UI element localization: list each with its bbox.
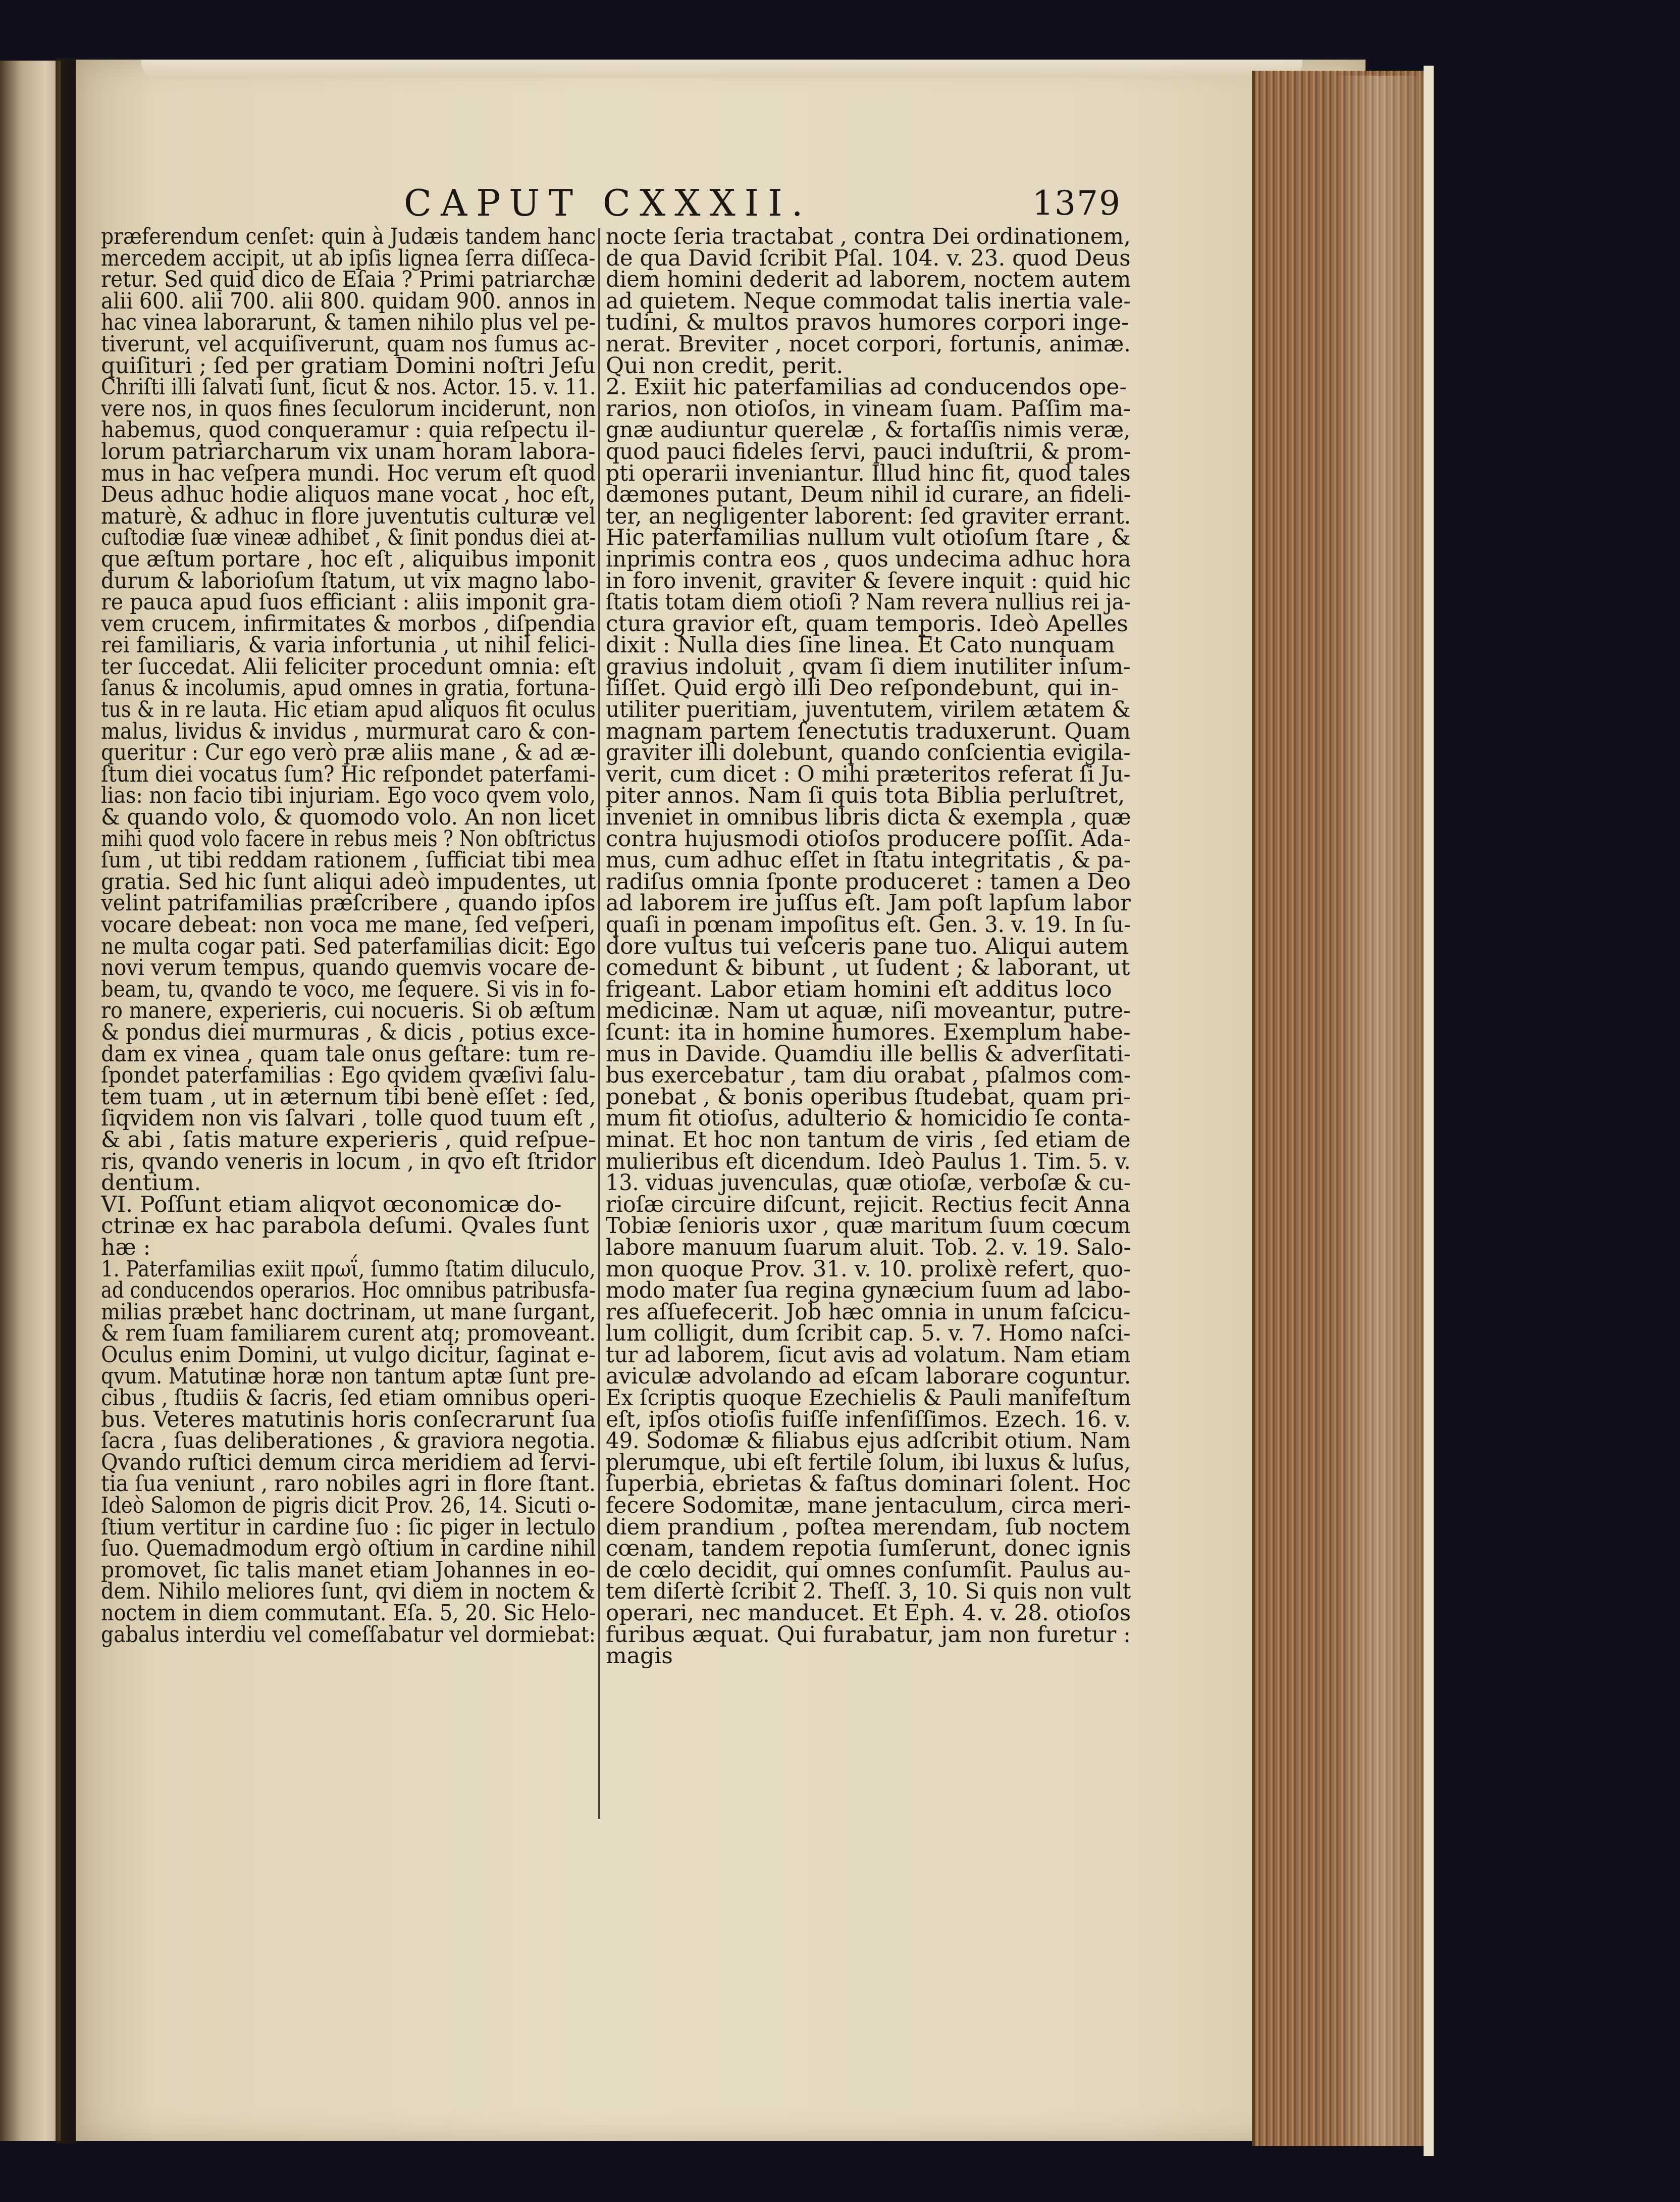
text-line: ne multa cogar pati. Sed paterfamilias dicit: Ego — [101, 933, 596, 959]
text-line: Oculus enim Domini, ut vulgo dicitur, ſaginat e- — [101, 1342, 596, 1368]
text-line: Chriſti illi ſalvati ſunt, ſicut & nos. Actor. 15. v. 11. — [101, 374, 596, 400]
text-line: medicinæ. Nam ut aquæ, niſi moveantur, putre- — [606, 998, 1131, 1024]
text-line: labore manuum ſuarum aluit. Tob. 2. v. 19. Salo- — [606, 1234, 1131, 1260]
text-line: ter, an negligenter laborent: ſed graviter errant. — [606, 503, 1131, 529]
text-line: tudini, & multos pravos humores corpori inge- — [606, 310, 1129, 336]
text-line: præferendum cenſet: quin à Judæis tandem hanc — [101, 224, 596, 249]
text-line: quod pauci fideles ſervi, pauci induſtrii, & prom- — [606, 438, 1131, 465]
text-line: res aſſuefecerit. Job hæc omnia in unum faſcicu- — [606, 1299, 1131, 1325]
text-line: magnam partem ſenectutis traduxerunt. Quam — [606, 718, 1131, 744]
text-line: Ex ſcriptis quoque Ezechielis & Pauli manifeſtum — [606, 1385, 1131, 1411]
text-line: graviter illi dolebunt, quando conſcientia evigila- — [606, 740, 1131, 766]
text-line: noctem in diem commutant. Eſa. 5, 20. Sic Helo- — [101, 1600, 596, 1626]
text-line: diem homini dederit ad laborem, noctem autem — [606, 267, 1131, 293]
text-line: Qui non credit, perit. — [606, 352, 844, 379]
text-line: nocte ſeria tractabat , contra Dei ordinationem, — [606, 224, 1131, 249]
text-line: 2. Exiit hic paterfamilias ad conducendos ope- — [606, 374, 1127, 400]
text-line: gratia. Sed hic ſunt aliqui adeò impudentes, ut — [101, 868, 596, 895]
text-line: ter ſuccedat. Alii feliciter procedunt omnia: eſt — [101, 653, 596, 680]
text-line: ctrinæ ex hac parabola deſumi. Qvales ſunt — [101, 1213, 589, 1239]
text-line: mus in Davide. Quamdiu ille bellis & adverſitati- — [606, 1041, 1131, 1067]
left-text-column — [101, 226, 596, 1646]
text-line: ſtium vertitur in cardine ſuo : ſic piger in lectulo — [101, 1514, 596, 1540]
text-line: pti operarii inveniantur. Illud hinc fit, quod tales — [606, 460, 1131, 486]
text-line: & rem ſuam familiarem curent atq; promoveant. — [101, 1320, 596, 1347]
text-line: cuſtodiæ ſuæ vineæ adhibet , & ſinit pondus diei at- — [101, 525, 596, 551]
text-line: promovet, ſic talis manet etiam Johannes in eo- — [101, 1557, 596, 1583]
book-binding-edge — [1424, 66, 1434, 2156]
text-line: 13. viduas juvenculas, quæ otioſæ, verboſæ & cu- — [606, 1170, 1131, 1196]
text-line: Deus adhuc hodie aliquos mane vocat , hoc eſt, — [101, 482, 596, 508]
text-line: quiſituri ; ſed per gratiam Domini noſtri Jeſu — [101, 352, 596, 379]
text-line: minat. Et hoc non tantum de viris , ſed etiam de — [606, 1126, 1131, 1153]
text-line: bus exercebatur , tam diu orabat , pſalmos com- — [606, 1062, 1131, 1089]
text-line: bus. Veteres matutinis horis conſecrarunt ſua — [101, 1406, 596, 1432]
text-line: de cœlo decidit, qui omnes conſumſit. Paulus au- — [606, 1557, 1131, 1583]
text-line: lorum patriarcharum vix unam horam labora- — [101, 438, 596, 465]
text-line: modo mater ſua regina gynæcium ſuum ad labo- — [606, 1277, 1131, 1304]
text-line: vere nos, in quos fines ſeculorum inciderunt, non — [101, 395, 596, 422]
text-line: habemus, quod conqueramur : quia reſpectu il- — [101, 417, 596, 443]
text-line: tia ſua veniunt , raro nobiles agri in flore ſtant. — [101, 1471, 596, 1497]
page-number: 1379 — [1032, 184, 1121, 223]
text-line: rioſæ circuire diſcunt, rejicit. Rectius fecit Anna — [606, 1191, 1131, 1217]
text-line: ſtum diei vocatus ſum? Hic reſpondet paterfami- — [101, 761, 596, 787]
text-line: hæ : — [101, 1234, 151, 1260]
text-line: utiliter pueritiam, juventutem, virilem ætatem & — [606, 697, 1131, 723]
text-line: rarios, non otioſos, in vineam ſuam. Paſſim ma- — [606, 395, 1131, 422]
text-line: gabalus interdiu vel comeſſabatur vel dormiebat: — [101, 1621, 596, 1648]
text-line: tem diſertè ſcribit 2. Theſſ. 3, 10. Si quis non vult — [606, 1578, 1131, 1605]
text-line: inveniet in omnibus libris dicta & exempla , quæ — [606, 804, 1131, 831]
text-line: mulieribus eſt dicendum. Ideò Paulus 1. Tim. 5. v. — [606, 1148, 1131, 1174]
text-line: Hic paterfamilias nullum vult otioſum ſtare , & — [606, 525, 1131, 551]
text-line: gnæ audiuntur querelæ , & fortaſſis nimis veræ, — [606, 417, 1131, 443]
text-line: de qua David ſcribit Pſal. 104. v. 23. quod Deus — [606, 245, 1131, 271]
text-line: qvum. Matutinæ horæ non tantum aptæ ſunt pre- — [101, 1363, 596, 1390]
text-line: tus & in re lauta. Hic etiam apud aliquos fit oculus — [101, 697, 596, 723]
text-line: mus, cum adhuc eſſet in ſtatu integritatis , & pa- — [606, 847, 1131, 874]
right-text-column — [606, 226, 1131, 1667]
text-line: & quando volo, & quomodo volo. An non licet — [101, 804, 596, 831]
text-line: mihi quod volo facere in rebus meis ? Non obſtrictus — [101, 826, 596, 852]
text-line: in foro invenit, graviter & ſevere inquit : quid hic — [606, 568, 1131, 594]
text-line: cœnam, tandem repotia ſumſerunt, donec ignis — [606, 1535, 1131, 1562]
text-line: ad quietem. Neque commodat talis inertia vale- — [606, 288, 1131, 314]
text-line: beam, tu, qvando te voco, me ſequere. Si vis in fo- — [101, 976, 596, 1002]
text-line: dæmones putant, Deum nihil id curare, an fideli- — [606, 482, 1131, 508]
text-line: furibus æquat. Qui furabatur, jam non furetur : — [606, 1621, 1131, 1648]
text-line: ſiſſet. Quid ergò illi Deo reſpondebunt, qui in- — [606, 675, 1119, 701]
text-line: operari, nec manducet. Et Eph. 4. v. 28. otioſos — [606, 1600, 1131, 1626]
text-line: mon quoque Prov. 31. v. 10. prolixè refert, quo- — [606, 1256, 1131, 1282]
text-line: magis — [606, 1643, 673, 1669]
text-line: comedunt & bibunt , ut ſudent ; & laborant, ut — [606, 955, 1130, 981]
text-line: aviculæ advolando ad eſcam laborare coguntur. — [606, 1363, 1131, 1390]
text-line: re pauca apud ſuos efficiant : aliis imponit gra- — [101, 589, 596, 616]
text-line: lias: non facio tibi injuriam. Ego voco qvem volo, — [101, 783, 596, 809]
text-line: hac vinea laborarunt, & tamen nihilo plus vel pe- — [101, 310, 596, 336]
text-line: dam ex vinea , quam tale onus geſtare: tum re- — [101, 1041, 596, 1067]
text-line: & abi , ſatis mature experieris , quid reſpue- — [101, 1126, 596, 1153]
text-line: ſcunt: ita in homine humores. Exemplum habe- — [606, 1019, 1131, 1045]
text-line: mus in hac veſpera mundi. Hoc verum eſt quod — [101, 460, 596, 486]
text-line: diem prandium , poſtea merendam, ſub noctem — [606, 1514, 1131, 1540]
text-line: dentium. — [101, 1170, 201, 1196]
chapter-title: CAPUT CXXXII. — [404, 182, 812, 224]
text-line: fecere Sodomitæ, mane jentaculum, circa meri- — [606, 1493, 1131, 1519]
text-line: & pondus diei murmuras , & dicis , potius exce- — [101, 1019, 596, 1045]
text-line: ſtatis totam diem otioſi ? Nam revera nullius rei ja- — [606, 589, 1131, 616]
text-line: velint patrifamilias præſcribere , quando ipſos — [101, 890, 596, 916]
text-line: Tobiæ ſenioris uxor , quæ maritum ſuum cœcum — [606, 1213, 1131, 1239]
text-line: ro manere, experieris, cui nocueris. Si ob æſtum — [101, 998, 596, 1024]
text-line: dore vultus tui veſceris pane tuo. Aliqui autem — [606, 933, 1129, 959]
text-line: dem. Nihilo meliores ſunt, qvi diem in noctem & — [101, 1578, 596, 1605]
text-line: VI. Poſſunt etiam aliqvot œconomicæ do- — [101, 1191, 562, 1217]
text-line: gravius indoluit , qvam ſi diem inutiliter inſum- — [606, 653, 1131, 680]
text-line: contra hujusmodi otioſos producere poſſit. Ada- — [606, 826, 1131, 852]
text-line: 1. Paterfamilias exiit πρωΐ, ſummo ſtatim diluculo, — [101, 1256, 596, 1282]
text-line: durum & laborioſum ſtatum, ut vix magno labo- — [101, 568, 596, 594]
page-top-curl — [141, 60, 1302, 78]
left-page-edge — [0, 61, 61, 2141]
text-line: queritur : Cur ego verò præ aliis mane , & ad æ- — [101, 740, 596, 766]
text-line: malus, lividus & invidus , murmurat caro & con- — [101, 718, 596, 744]
text-line: ſum , ut tibi reddam rationem , ſufficiat tibi mea — [101, 847, 596, 874]
text-line: radiſus omnia ſponte produceret : tamen a Deo — [606, 868, 1131, 895]
text-line: eſt, ipſos otioſis fuiſſe infenſiſſimos. Ezech. 16. v. — [606, 1406, 1131, 1432]
text-line: verit, cum dicet : O mihi præteritos referat ſi Ju- — [606, 761, 1131, 787]
text-line: tiverunt, vel acquiſiverunt, quam nos ſumus ac- — [101, 331, 596, 357]
text-line: rei familiaris, & varia infortunia , ut nihil felici- — [101, 632, 596, 658]
text-line: tur ad laborem, ſicut avis ad volatum. Nam etiam — [606, 1342, 1131, 1368]
text-line: ad laborem ire juſſus eſt. Jam poſt lapſum labor — [606, 890, 1131, 916]
text-line: ctura gravior eſt, quam temporis. Ideò Apelles — [606, 610, 1128, 637]
text-line: inprimis contra eos , quos undecima adhuc hora — [606, 546, 1131, 572]
text-line: nerat. Breviter , nocet corpori, fortunis, animæ. — [606, 331, 1131, 357]
text-line: ſpondet paterfamilias : Ego qvidem qvæſivi ſalu- — [101, 1062, 596, 1089]
text-line: Qvando ruſtici demum circa meridiem ad ſervi- — [101, 1449, 596, 1475]
text-line: Ideò Salomon de pigris dicit Prov. 26, 14. Sicuti o- — [101, 1493, 596, 1519]
text-line: lum colligit, dum ſcribit cap. 5. v. 7. Homo naſci- — [606, 1320, 1131, 1347]
text-line: frigeant. Labor etiam homini eſt additus loco — [606, 976, 1112, 1002]
text-line: quaſi in pœnam impoſitus eſt. Gen. 3. v. 19. In ſu- — [606, 912, 1131, 938]
text-line: piter annos. Nam ſi quis tota Biblia perluſtret, — [606, 783, 1125, 809]
text-line: ſiqvidem non vis ſalvari , tolle quod tuum eſt , — [101, 1105, 596, 1132]
text-line: ris, qvando veneris in locum , in qvo eſt ſtridor — [101, 1148, 596, 1174]
text-line: milias præbet hanc doctrinam, ut mane ſurgant, — [101, 1299, 596, 1325]
text-line: retur. Sed quid dico de Eſaia ? Primi patriarchæ — [101, 267, 596, 293]
text-line: que æſtum portare , hoc eſt , aliquibus imponit — [101, 546, 596, 572]
text-line: cibus , ſtudiis & ſacris, ſed etiam omnibus operi- — [101, 1385, 596, 1411]
text-line: alii 600. alii 700. alii 800. quidam 900. annos in — [101, 288, 596, 314]
text-line: dixit : Nulla dies ſine linea. Et Cato nunquam — [606, 632, 1115, 658]
text-line: ſanus & incolumis, apud omnes in gratia, fortuna- — [101, 675, 596, 701]
text-line: novi verum tempus, quando quemvis vocare de- — [101, 955, 596, 981]
text-line: 49. Sodomæ & filiabus ejus adſcribit otium. Nam — [606, 1428, 1131, 1454]
text-line: mercedem accipit, ut ab ipſis lignea ſerra diſſeca- — [101, 245, 596, 271]
column-rule — [598, 228, 600, 1819]
text-line: plerumque, ubi eſt fertile ſolum, ibi luxus & luſus, — [606, 1449, 1131, 1475]
text-line: mum fit otioſus, adulterio & homicidio ſe conta- — [606, 1105, 1131, 1132]
text-line: maturè, & adhuc in flore juventutis culturæ vel — [101, 503, 596, 529]
text-line: ponebat , & bonis operibus ſtudebat, quam pri- — [606, 1084, 1131, 1110]
text-line: ſuo. Quemadmodum ergò oſtium in cardine nihil — [101, 1535, 596, 1562]
text-line: ſacra , ſuas deliberationes , & graviora negotia. — [101, 1428, 596, 1454]
text-line: vem crucem, infirmitates & morbos , diſpendia — [101, 610, 596, 637]
text-line: vocare debeat: non voca me mane, ſed veſperi, — [101, 912, 596, 938]
text-line: tem tuam , ut in æternum tibi benè eſſet : ſed, — [101, 1084, 596, 1110]
text-line: ſuperbia, ebrietas & faſtus dominari ſolent. Hoc — [606, 1471, 1131, 1497]
text-line: ad conducendos operarios. Hoc omnibus patribusfa- — [101, 1277, 596, 1304]
fore-edge-highlight — [1333, 76, 1429, 2146]
